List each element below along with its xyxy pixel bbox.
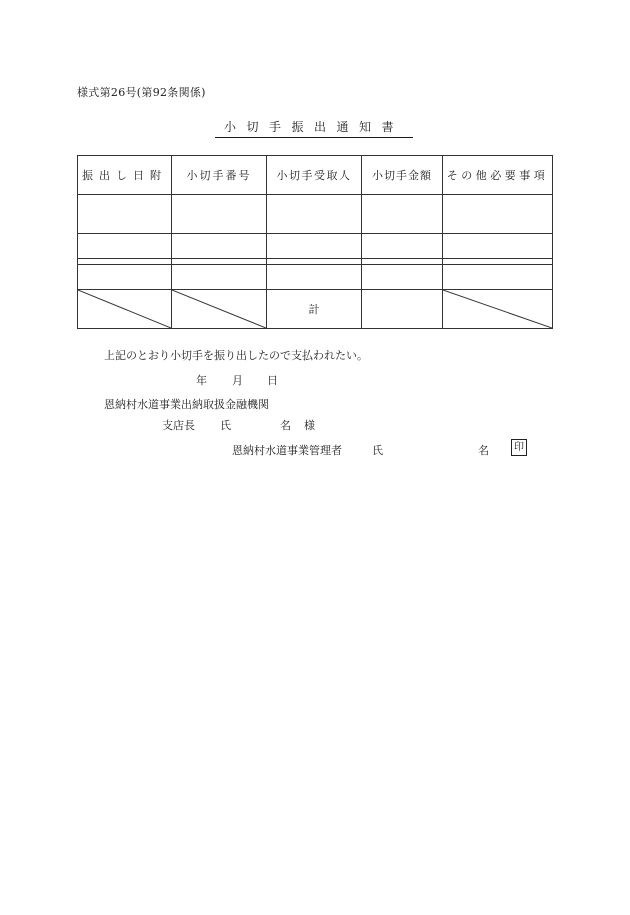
table-row (78, 234, 553, 259)
branch-honorific: 様 (304, 419, 315, 432)
table-cell (172, 234, 267, 259)
total-amount-cell (362, 290, 443, 329)
table-row (78, 195, 553, 234)
bank-name: 恩納村水道事業出納取扱金融機関 (104, 398, 269, 411)
date-year-label: 年 (196, 374, 207, 387)
table-cell (267, 195, 362, 234)
diagonal-line (78, 290, 171, 328)
table-cell (362, 195, 443, 234)
header-payee: 小切手受取人 (267, 156, 362, 195)
table-cell (362, 234, 443, 259)
manager-given-name-label: 名 (478, 444, 489, 457)
table-header-row (78, 156, 553, 195)
table-cell (443, 265, 553, 290)
total-label: 計 (267, 290, 362, 329)
seal-mark: 印 (511, 439, 527, 456)
header-amount: 小切手金額 (362, 156, 443, 195)
check-table (77, 155, 553, 329)
branch-surname-label: 氏 (220, 419, 231, 432)
table-cell (172, 265, 267, 290)
statement-text: 上記のとおり小切手を振り出したので支払われたい。 (104, 349, 368, 362)
table-cell (78, 234, 172, 259)
diagonal-line (172, 290, 266, 328)
table-cell (267, 234, 362, 259)
total-row (78, 290, 553, 329)
manager-surname-label: 氏 (372, 444, 383, 457)
header-other-items: その他必要事項 (443, 156, 553, 195)
table-cell (362, 265, 443, 290)
table-row (78, 265, 553, 290)
date-month-label: 月 (232, 374, 243, 387)
diagonal-cell (172, 290, 267, 329)
date-day-label: 日 (267, 374, 278, 387)
header-check-number: 小切手番号 (172, 156, 267, 195)
document-title: 小切手振出通知書 (215, 118, 413, 138)
diagonal-cell (78, 290, 172, 329)
form-number: 様式第26号(第92条関係) (77, 86, 206, 99)
header-issue-date: 振出し日附 (78, 156, 172, 195)
diagonal-cell (443, 290, 553, 329)
branch-given-name-label: 名 (280, 419, 291, 432)
table-cell (443, 234, 553, 259)
diagonal-line (443, 290, 552, 328)
table-cell (267, 265, 362, 290)
branch-manager-label: 支店長 (162, 419, 195, 432)
table-cell (78, 265, 172, 290)
table-cell (78, 195, 172, 234)
table-cell (172, 195, 267, 234)
manager-label: 恩納村水道事業管理者 (232, 444, 342, 457)
table-cell (443, 195, 553, 234)
